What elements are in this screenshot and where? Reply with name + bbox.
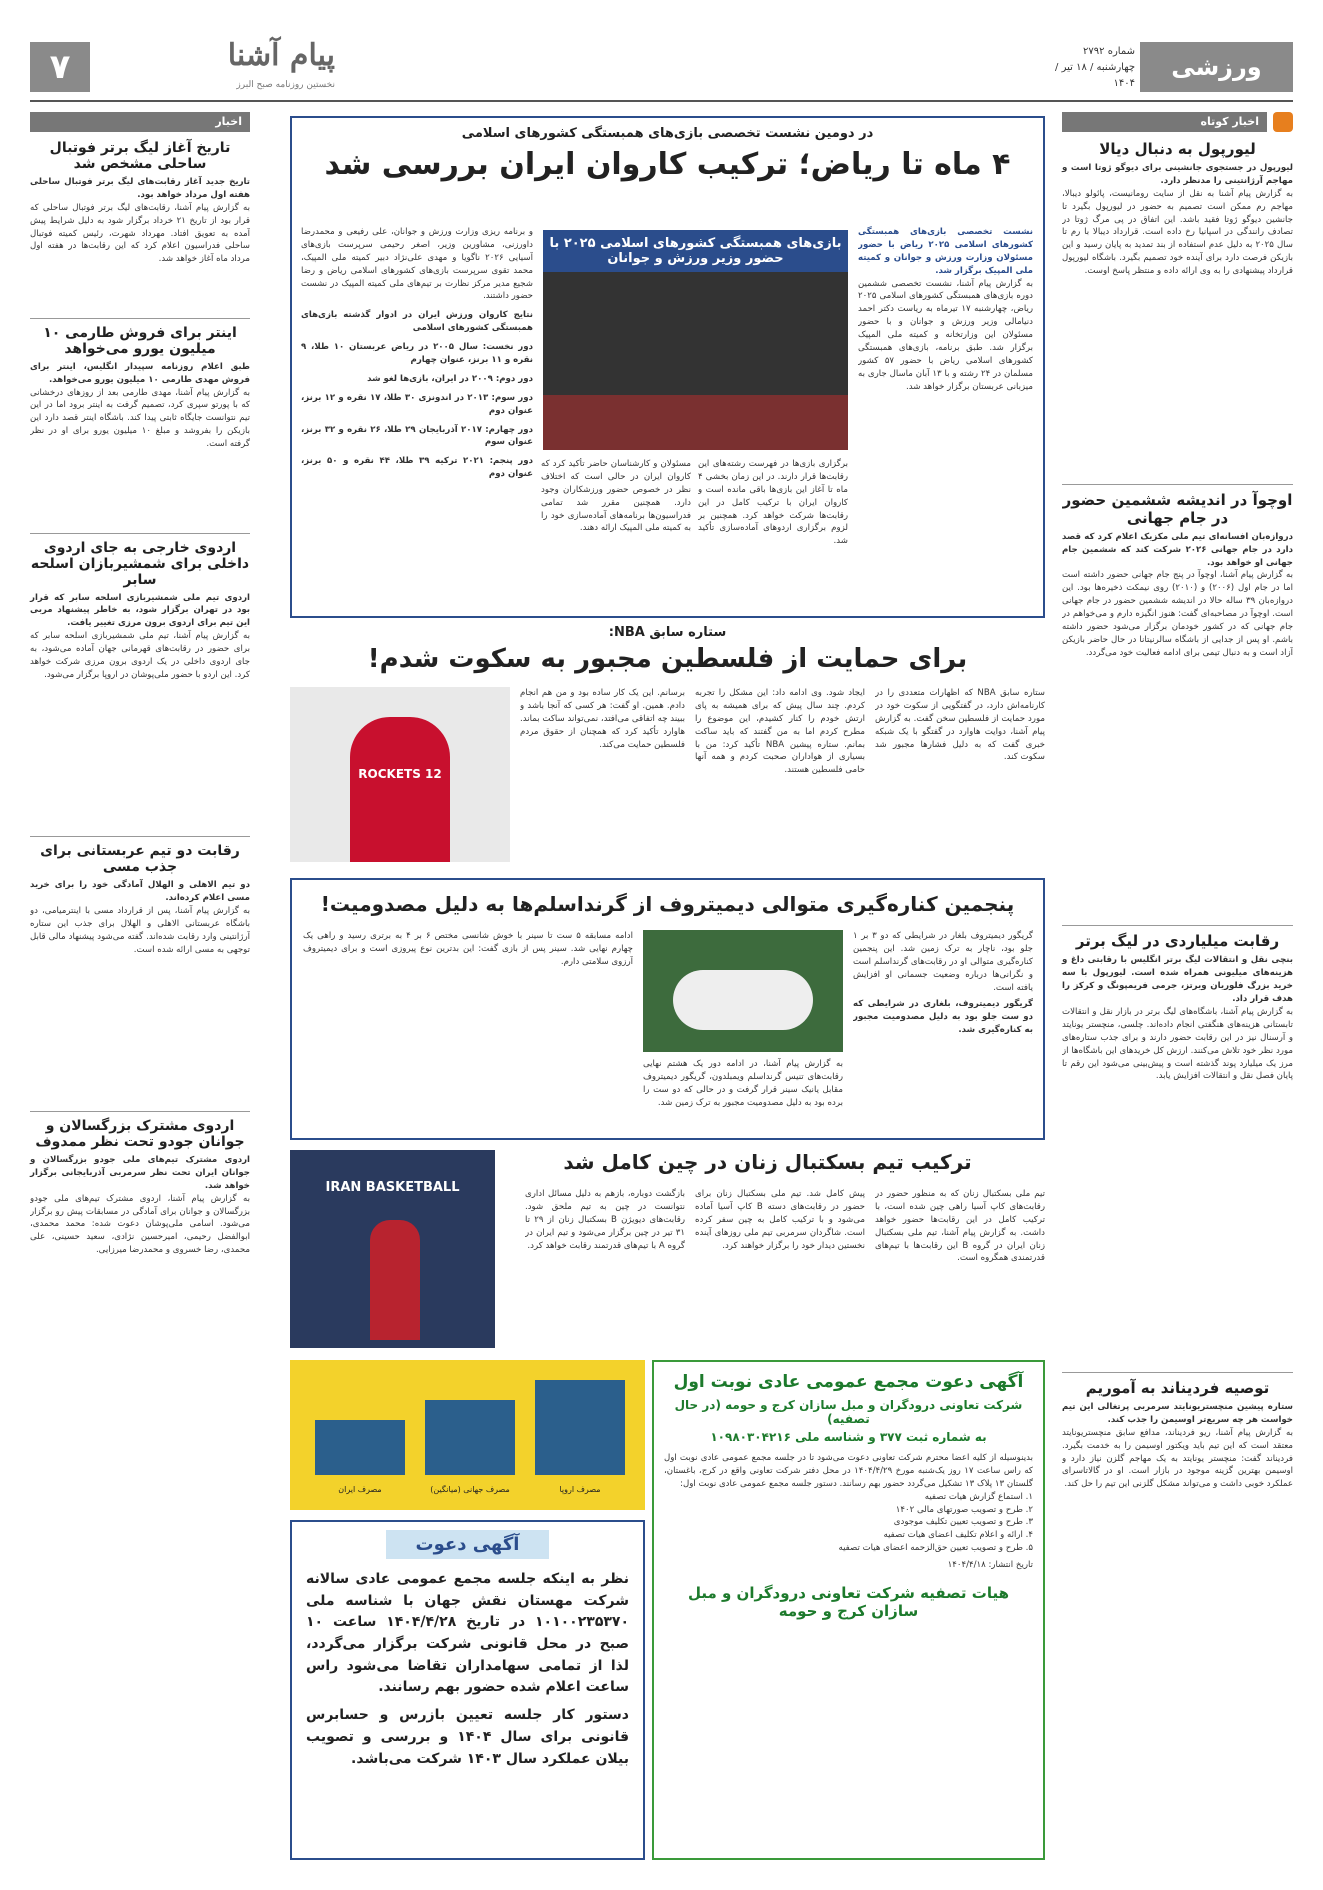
section-title: ورزشی (1140, 42, 1293, 92)
col-1 (858, 226, 1033, 611)
lead: بنچی نقل و انتقالات لیگ برتر انگلیس با رقابتی داغ و هزینه‌های میلیونی همراه شده است. لیورپول با سه خرید بزرگ فلوریان ویرتز، جرمی فریمپونگ و کرکز را هدف قرار داد. (1062, 955, 1293, 1005)
conference-table (543, 395, 848, 450)
lead: دروازه‌بان افسانه‌ای تیم ملی مکزیک اعلام کرد که قصد دارد در جام جهانی ۲۰۲۶ شرکت کند که ششمین جام جهانی او خواهد بود. (1062, 531, 1293, 568)
body: ایجاد شود. وی ادامه داد: این مشکل را تجربه کردم. چند سال پیش که برای همیشه به پای ارتش خودم را کنار کشیدم، این موضوع را مطرح کردم اما به من گفتند که باید ساکت بمانم. ستاره پیشین NBA تأکید کرد: من با بسیاری از هواداران صحبت کردم و همه آنها حامی فلسطین هستند. (695, 688, 865, 776)
stat-row: دور سوم: ۲۰۱۳ در اندونزی ۳۰ طلا، ۱۷ نقره و ۱۲ برنز، عنوان دوم (301, 392, 533, 416)
col-1 (875, 687, 1045, 862)
label: مصرف جهانی (میانگین) (430, 1485, 510, 1494)
page-number: ۷ (30, 42, 90, 92)
col-3 (520, 687, 685, 862)
headline: رقابت دو تیم عربستانی برای جذب مسی (40, 843, 240, 876)
headline: اردوی خارجی به جای اردوی داخلی برای شمشیربازان اسلحه سابر (30, 539, 250, 588)
logo-text: پیام آشنا (227, 38, 335, 73)
body: به گزارش پیام آشنا، رقابت‌های لیگ برتر فوتبال ساحلی که قرار بود از تاریخ ۲۱ خرداد برگزار شود به دلیل شرایط پیش آمده به تعویق افتاد. مهرداد شهرت، رئیس کمیته فوتبال ساحلی فدراسیون اعلام کرد که این رقابت‌ها در هفته اول مرداد ماه آغاز خواهد شد. (30, 202, 250, 265)
stat-row: دور نخست: سال ۲۰۰۵ در ریاض عربستان ۱۰ طلا، ۹ نقره و ۱۱ برنز، عنوان چهارم (301, 342, 533, 366)
basketball-photo (290, 1150, 495, 1348)
ad-reg: به شماره ثبت ۳۷۷ و شناسه ملی ۱۰۹۸۰۳۰۴۲۱۶ (710, 1430, 987, 1444)
lead: تاریخ جدید آغاز رقابت‌های لیگ برتر فوتبال ساحلی هفته اول مرداد خواهد بود. (30, 177, 250, 200)
jersey-text: ROCKETS 12 (358, 767, 442, 781)
col-3 (525, 1188, 685, 1348)
body: به گزارش پیام آشنا، باشگاه‌های لیگ برتر در بازار نقل و انتقالات تابستانی هزینه‌های هنگفتی انجام داده‌اند. چلسی، منچستر یونایتد و آرسنال نیز در این رقابت حضور دارند و برای جذب ستاره‌های مورد نظر خود تلاش می‌کنند. ارزش کل خریدهای این باشگاه‌ها از مرز یک میلیارد پوند گذشته است و پیش‌بینی می‌شود این رقم تا پایان فصل نقل و انتقالات افزایش یابد. (1062, 1007, 1293, 1082)
body: مسئولان و کارشناسان حاضر تأکید کرد که کاروان ایران در حالی است که اختلاف نظر در خصوص حضور ورزشکاران وجود دارد. همچنین مقرر شد تمامی فدراسیون‌ها برنامه‌های آماده‌سازی خود را به کمیته ملی المپیک ارائه دهند. (541, 459, 691, 534)
ad-assembly (652, 1360, 1045, 1860)
stat-row: دور چهارم: ۲۰۱۷ آذربایجان ۲۹ طلا، ۲۶ نقره و ۳۲ برنز، عنوان سوم (301, 424, 533, 448)
body: تیم ملی بسکتبال زنان که به منظور حضور در رقابت‌های کاپ آسیا راهی چین شده است، با ترکیب کامل در این رقابت‌ها حضور خواهد داشت. به گزارش پیام آشنا، تیم ملی بسکتبال زنان ایران در گروه B این رقابت‌ها با تیم‌های قدرتمندی همگروه است. (875, 1189, 1045, 1264)
body: به گزارش پیام آشنا، اردوی مشترک تیم‌های ملی جودو بزرگسالان و جوانان برای آمادگی در مسابقات پیش رو برگزار می‌شود. اسامی ملی‌پوشان دعوت شده: محمد محمدی، ابوالفضل رحیمی، امیرحسین نژادی، سعید حسینی، علی محمدی، رضا خسروی و محمدرضا میرزایی. (30, 1193, 250, 1256)
basketball-story (290, 1150, 1045, 1350)
ad-date: تاریخ انتشار: ۱۴۰۴/۴/۱۸ (947, 1560, 1033, 1571)
body: ستاره سابق NBA که اظهارات متعددی را در کارنامه‌اش دارد، در گفتگویی از سکوت خود در مورد حمایت از فلسطین سخن گفت. به گزارش پیام آشنا، دوایت هاوارد در گفتگو با یک شبکه خبری گفت که به دلیل فشارها مجبور شد سکوت کند. (875, 688, 1045, 763)
kicker: در دومین نشست تخصصی بازی‌های همبستگی کشورهای اسلامی (461, 126, 874, 141)
divider (30, 1111, 250, 1112)
col-3 (541, 458, 691, 613)
column-bar: اخبار کوتاه (1062, 112, 1267, 132)
photo-banner: بازی‌های همبستگی کشورهای اسلامی ۲۰۲۵ با حضور وزیر ورزش و جوانان (543, 230, 848, 272)
body: به گزارش پیام آشنا به نقل از سایت رومانیست، پائولو دیبالا، مهاجم رم ممکن است تصمیم به حضور در لیورپول بگیرد تا جانشین دیوگو ژوتا فقید باشد. این اتفاق در پی مرگ ژوتا در تصادف رانندگی در اسپانیا رخ داده است. قرارداد دیبالا با رم تا سال ۲۰۲۵ به دلیل عدم استفاده از بند تمدید به پایان رسید و این بازیکن فرصت دارد برای آینده خود تصمیم بگیرد. باشگاه لیورپول قرارداد پیشنهادی را به وی ارائه داده و منتظر پاسخ اوست. (1062, 188, 1293, 277)
ad-company: شرکت تعاونی درودگران و مبل سازان کرج و حومه (در حال تصفیه) (674, 1398, 1023, 1426)
nba-headline: برای حمایت از فلسطین مجبور به سکوت شدم! (367, 644, 968, 674)
body: به گزارش پیام آشنا، مهدی طارمی بعد از روزهای درخشانی که با پورتو سپری کرد، تصمیم گرفت به اینتر برود اما در این تیم نتوانست جایگاه ثابتی پیدا کند. باشگاه اینتر قصد دارد این بازیکن را بفروشد و مبلغ ۱۰ میلیون یورو برای او در نظر گرفته است. (30, 387, 250, 450)
lead: دو تیم الاهلی و الهلال آمادگی خود را برای خرید مسی اعلام کرده‌اند. (30, 880, 250, 904)
news-column (30, 112, 250, 1493)
divider (30, 318, 250, 319)
ad-item: ۱. استماع گزارش هیات تصفیه (924, 1491, 1033, 1502)
col-3 (303, 930, 633, 1135)
col-1 (853, 930, 1033, 1135)
issue-info (1040, 44, 1135, 92)
tennis-story-box (290, 878, 1045, 1140)
ad-invitation (290, 1520, 645, 1860)
ad-title: آگهی دعوت (386, 1530, 549, 1559)
ad-item: ۴. ارائه و اعلام تکلیف اعضای هیات تصفیه (883, 1530, 1033, 1541)
body: گریگور دیمیتروف بلغار در شرایطی که دو ۳ بر ۱ جلو بود، ناچار به ترک زمین شد. این پنجمین کناره‌گیری متوالی او در رقابت‌های گرنداسلم است و نگرانی‌ها درباره وضعیت جسمانی او افزایش یافته است. (853, 931, 1033, 993)
ad-item: ۳. طرح و تصویب تعیین تکلیف موجودی (893, 1517, 1033, 1528)
caption: گریگور دیمیتروف، بلغاری در شرایطی که دو ست جلو بود به دلیل مصدومیت مجبور به کناره‌گیری شد. (853, 999, 1033, 1036)
divider (1062, 1372, 1293, 1373)
col-2 (695, 687, 865, 862)
rss-icon[interactable] (1273, 112, 1293, 132)
headline: تاریخ آغاز لیگ برتر فوتبال ساحلی مشخص شد (49, 140, 231, 172)
lead: اردوی مشترک تیم‌های ملی جودو بزرگسالان و جوانان ایران تحت نظر سرمربی آذربایجانی برگزار خواهد شد. (30, 1155, 250, 1191)
kicker: ستاره سابق NBA: (608, 625, 727, 640)
stat-row: دور دوم: ۲۰۰۹ در ایران، بازی‌ها لغو شد (367, 373, 533, 384)
lead: طبق اعلام روزنامه سپیدار انگلیس، اینتر برای فروش مهدی طارمی ۱۰ میلیون یورو می‌خواهد. (30, 361, 250, 385)
headline: اردوی مشترک بزرگسالان و جوانان جودو تحت نظر ممدوف (35, 1118, 245, 1151)
player (370, 1220, 420, 1340)
tennis-headline: پنجمین کناره‌گیری متوالی دیمیتروف از گرنداسلم‌ها به دلیل مصدومیت! (320, 892, 1015, 916)
lead: ستاره پیشین منچستریونایتد سرمربی پرتغالی این تیم خواست هر چه سریع‌تر اوسیمن را جذب کند. (1062, 1402, 1293, 1425)
body: بازگشت دوباره، بازهم به دلیل مسائل اداری نتوانست در چین به تیم ملحق شود. رقابت‌های دیویژن B بسکتبال زنان از ۲۹ تا ۳۱ تیر در چین برگزار می‌شود و تیم ایران در گروه A با تیم‌های قدرتمند رقابت خواهد کرد. (525, 1189, 685, 1251)
col-1 (875, 1188, 1045, 1348)
players (673, 970, 813, 1030)
tagline: نخستین روزنامه صبح البرز (236, 80, 335, 90)
body: و برنامه ریزی وزارت ورزش و جوانان، علی رفیعی و محمدرضا داورزنی، مشاورین وزیر، اصغر رحیمی سرپرست بازی‌های آسیایی ۲۰۲۶ ناگویا و مهدی علی‌نژاد دبیر کمیته ملی المپیک، محمد تقوی سرپرست بازی‌های کشورهای اسلامی ریاض و رضا شجیع مدیر مرکز نظارت بر تیم‌های ملی کمیته المپیک در نشست حضور داشتند. (301, 227, 533, 302)
bar-iran (315, 1420, 405, 1475)
jersey (350, 717, 450, 862)
photo-text: IRAN BASKETBALL (325, 1180, 460, 1195)
bar-world (425, 1400, 515, 1475)
headline: لیورپول به دنبال دیالا (1099, 140, 1256, 158)
body: به گزارش پیام آشنا، در ادامه دور یک هشتم نهایی رقابت‌های تنیس گرنداسلم ویمبلدون، گریگور دیمیتروف مقابل یانیک سینر قرار گرفت و در حالی که دو ست را برده بود به دلیل مصدومیت مجبور به ترک زمین شد. (643, 1059, 843, 1108)
divider (30, 836, 250, 837)
body: به گزارش پیام آشنا، نشست تخصصی ششمین دوره بازی‌های همبستگی کشورهای اسلامی ۲۰۲۵ ریاض، چهارشنبه ۱۷ تیرماه به ریاست دکتر احمد دنیامالی وزیر ورزش و جوانان و با حضور مسئولان این وزارتخانه و کمیته ملی المپیک برگزار شد. طبق برنامه، بازی‌های همبستگی کشورهای اسلامی ریاض با حضور ۵۷ کشور مسلمان در ۲۴ رشته و با ۱۳ آبان ماسال جاری به میزبانی عربستان برگزار خواهد شد. (858, 278, 1033, 392)
stat-row: دور پنجم: ۲۰۲۱ ترکیه ۳۹ طلا، ۴۴ نقره و ۵۰ برنز، عنوان دوم (301, 456, 533, 480)
bar-europe (535, 1380, 625, 1475)
headline: اوچوآ در اندیشه ششمین حضور در جام جهانی (1062, 490, 1293, 527)
lead: لیورپول در جستجوی جانشینی برای دیوگو ژوتا است و مهاجم آرژانتینی را مدنظر دارد. (1062, 163, 1293, 186)
col-2 (643, 1058, 843, 1136)
headline: رقابت میلیاردی در لیگ برتر (1075, 932, 1280, 951)
player-photo (290, 687, 510, 862)
column-bar: اخبار (30, 112, 250, 132)
tennis-photo (643, 930, 843, 1052)
body: ادامه مسابقه ۵ ست تا سینر با خوش شانسی مختص ۶ بر ۴ به برتری رسید و راهی یک چهارم نهایی شد. سینر پس از بازی گفت: این بدترین نوع پیروزی است و برای دیمیتروف آرزوی سلامتی دارم. (303, 931, 633, 967)
body: به گزارش پیام آشنا، پس از قرارداد مسی با اینترمیامی، دو باشگاه عربستانی الاهلی و الهلال برای جذب این ستاره آرژانتینی وارد رقابت شده‌اند. گفته می‌شود پیشنهاد مالی قابل توجهی به مسی ارائه شده است. (30, 906, 250, 955)
label: مصرف اروپا (559, 1485, 601, 1494)
top-headline: ۴ ماه تا ریاض؛ ترکیب کاروان ایران بررسی شد (324, 147, 1011, 182)
ad-body: بدینوسیله از کلیه اعضا محترم شرکت تعاونی دعوت می‌شود تا در جلسه مجمع عمومی عادی نوبت اول که راس ساعت ۱۷ روز یک‌شنبه مورخ ۱۴۰۴/۴/۲۹ در محل دفتر شرکت تعاونی واقع در کرج، باغستان، گلستان ۱۳ پلاک ۱۳ تشکیل می‌گردد حضور بهم رسانند. دستور جلسه مجمع عمومی عادی نوبت اول: (664, 1453, 1033, 1489)
top-story-box (290, 116, 1045, 618)
divider (1062, 925, 1293, 926)
body: برسانم. این یک کار ساده بود و من هم انجام دادم. همین. او گفت: هر کسی که آنجا باشد و ببیند چه اتفاقی می‌افتد، نمی‌تواند ساکت بماند. هاوارد تأکید کرد که همچنان از حقوق مردم فلسطین حمایت می‌کند. (520, 688, 685, 750)
body: به گزارش پیام آشنا، تیم ملی شمشیربازی اسلحه سابر که برای حضور در رقابت‌های قهرمانی جهان آماده می‌شود، به جای اردوی داخلی در یک اردوی برون مرزی شرکت خواهد کرد. این اردو با حضور ملی‌پوشان در اروپا برگزار می‌شود. (30, 631, 250, 680)
headline: اینتر برای فروش طارمی ۱۰ میلیون یورو می‌خواهد (43, 324, 237, 357)
ad-sign: هیات تصفیه شرکت تعاونی درودگران و مبل سازان کرج و حومه (687, 1584, 1009, 1621)
body: پیش کامل شد. تیم ملی بسکتبال زنان برای حضور در رقابت‌های دسته B کاپ آسیا آماده می‌شود و با ترکیب کامل به چین سفر کرده است. شاگردان سرمربی تیم ملی روزهای آینده نخستین دیدار خود را برگزار خواهند کرد. (695, 1189, 865, 1251)
basketball-headline: ترکیب تیم بسکتبال زنان در چین کامل شد (563, 1150, 972, 1174)
newspaper-logo (95, 38, 335, 98)
ad-agenda: دستور کار جلسه تعیین بازرس و حسابرس قانونی برای سال ۱۴۰۴ و بررسی و تصویب بیلان عملکرد سال ۱۴۰۳ شرکت می‌باشد. (306, 1707, 629, 1767)
body: به گزارش پیام آشنا، ریو فردیناند، مدافع سابق منچستریونایتد معتقد است که این تیم باید ویکتور اوسیمن را به خدمت بگیرد. فردیناند گفت: منچستر یونایتد به یک مهاجم گلزن نیاز دارد و اوسیمن بهترین گزینه موجود در بازار است. او در گالاتاسرای عملکرد خوبی داشت و می‌تواند مشکل گلزنی این تیم را حل کند. (1062, 1427, 1293, 1490)
lead: اردوی تیم ملی شمشیربازی اسلحه سابر که قرار بود در تهران برگزار شود، به خاطر پیشنهاد مربی این تیم برای اردوی برون مرزی تغییر یافت. (30, 592, 250, 629)
body: به گزارش پیام آشنا، اوچوآ در پنج جام جهانی حضور داشته است اما در جام اول (۲۰۰۶) و (۲۰۱۰) روی نیمکت ذخیره‌ها بود. این دروازه‌بان ۳۹ ساله حالا در اندیشه ششمین حضور در جام جهانی است. اوچوآ در مصاحبه‌ای گفت: هنوز انگیزه دارم و می‌خواهم در جام جهانی که در کشور خودمان برگزار می‌شود حضور داشته باشم. او پس از جدایی از باشگاه سالرنیتانا در حال حاضر بازیکن آزاد است و به دنبال تیمی برای ادامه فعالیت خود می‌گردد. (1062, 570, 1293, 658)
col-4 (301, 226, 533, 611)
lead: نشست تخصصی بازی‌های همبستگی کشورهای اسلامی ۲۰۲۵ ریاض با حضور مسئولان وزارت ورزش و جوانان و کمیته ملی المپیک برگزار شد. (858, 227, 1033, 276)
short-news-column (1062, 112, 1293, 1607)
press-photo (543, 230, 848, 450)
body: برگزاری بازی‌ها در فهرست رشته‌های این رقابت‌ها قرار دارند. در این زمان بخشی ۴ ماه تا آغاز این بازی‌ها باقی مانده است و کاروان ایران با ترکیب کامل در این رقابت‌ها شرکت خواهد کرد. همچنین بر لزوم برگزاری اردوهای آماده‌سازی تأکید شد. (698, 459, 848, 547)
ad-body: نظر به اینکه جلسه مجمع عمومی عادی سالانه شرکت مهستان نقش جهان با شناسه ملی ۱۰۱۰۰۲۳۵۳۷۰ در تاریخ ۱۴۰۴/۴/۲۸ ساعت ۱۰ صبح در محل قانونی شرکت برگزار می‌گردد، لذا از تمامی سهامداران تقاضا می‌شود راس ساعت اعلام شده حضور بهم رسانند. (306, 1571, 629, 1696)
nba-story (290, 625, 1045, 865)
issue-date: چهارشنبه / ۱۸ تیر / ۱۴۰۴ (1055, 62, 1135, 89)
ad-title: آگهی دعوت مجمع عمومی عادی نوبت اول (673, 1372, 1024, 1392)
stats-title: نتایج کاروان ورزش ایران در ادوار گذشته بازی‌های همبستگی کشورهای اسلامی (301, 310, 533, 334)
divider (1062, 484, 1293, 485)
col-2 (695, 1188, 865, 1348)
ad-item: ۵. طرح و تصویب تعیین حق‌الزحمه اعضای هیات تصفیه (838, 1543, 1033, 1554)
infographic (290, 1360, 645, 1510)
label: مصرف ایران (338, 1485, 382, 1494)
issue-number: شماره ۲۷۹۲ (1083, 46, 1135, 57)
col-2 (698, 458, 848, 613)
divider (30, 533, 250, 534)
headline: توصیه فردیناند به آموریم (1085, 1379, 1270, 1398)
ad-item: ۲. طرح و تصویب صورتهای مالی ۱۴۰۲ (895, 1504, 1033, 1515)
